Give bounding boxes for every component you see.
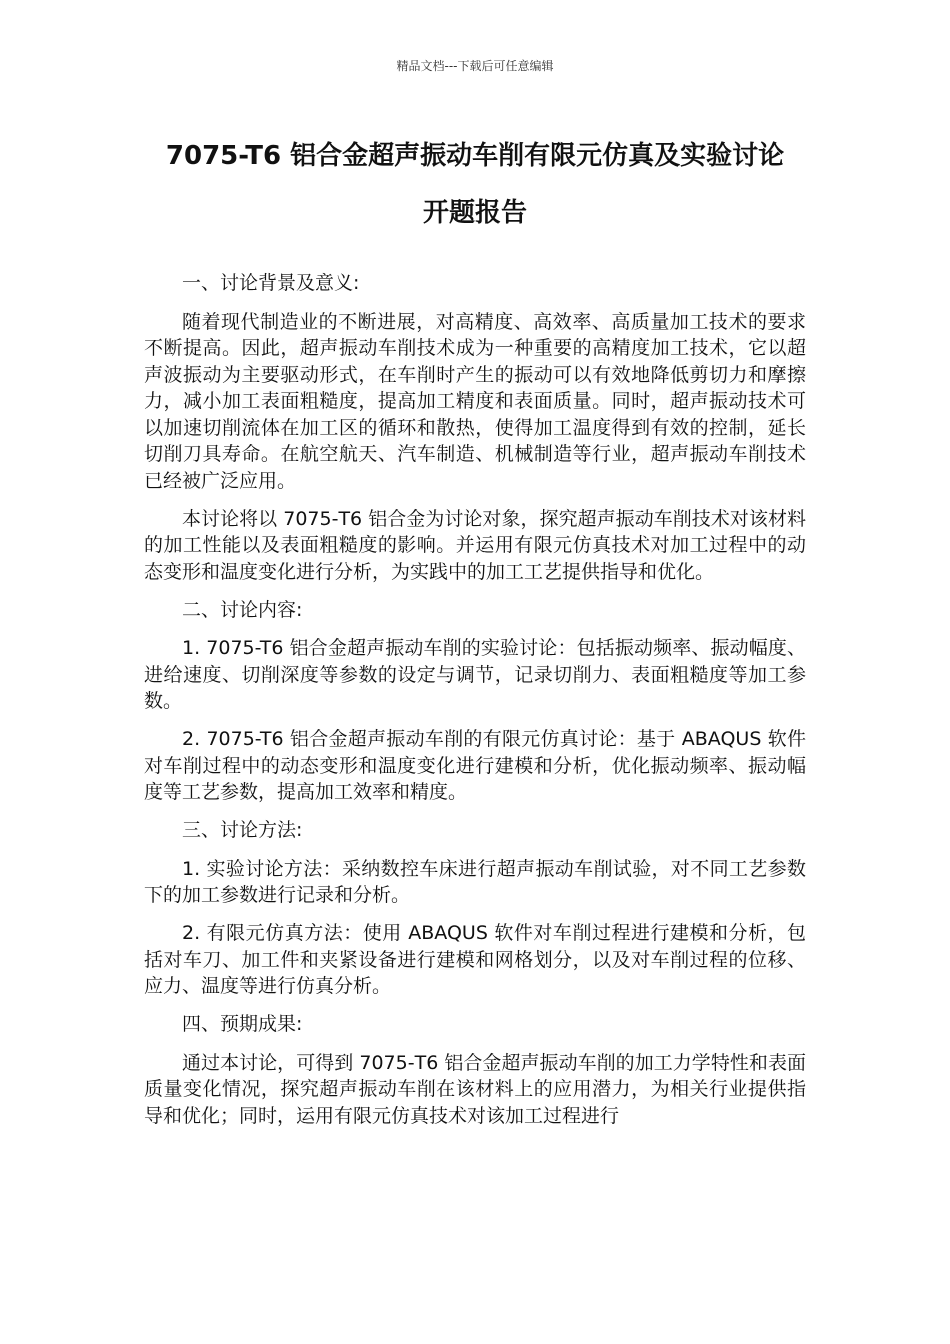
document-title-line2: 开题报告 — [422, 198, 527, 228]
list-item-method-1: 1. 实验讨论方法：采纳数控车床进行超声振动车削试验，对不同工艺参数下的加工参数进行记录和分析。 — [144, 857, 806, 906]
section-heading-background: 一、讨论背景及意义: — [182, 272, 360, 294]
paragraph-outcomes: 通过本讨论，可得到 7075-T6 铝合金超声振动车削的加工力学特性和表面质量变化情况，探究超声振动车削在该材料上的应用潜力，为相关行业提供指导和优化；同时，运用有限元仿真技术对该加工过程进行 — [144, 1051, 806, 1127]
list-item-method-2: 2. 有限元仿真方法：使用 ABAQUS 软件对车削过程进行建模和分析，包括对车刀、加工件和夹紧设备进行建模和网格划分，以及对车削过程的位移、应力、温度等进行仿真分析。 — [144, 922, 806, 997]
paragraph-background: 随着现代制造业的不断进展，对高精度、高效率、高质量加工技术的要求不断提高。因此，超声振动车削技术成为一种重要的高精度加工技术，它以超声波振动为主要驱动形式，在车削时产生的振动可以有效地降低剪切力和摩擦力，减小加工表面粗糙度，提高加工精度和表面质量。同时，超声振动技术可以加速切削流体在加工区的循环和散热，使得加工温度得到有效的控制，延长切削刀具寿命。在航空航天、汽车制造、机械制造等行业，超声振动车削技术已经被广泛应用。 — [144, 310, 806, 492]
section-heading-content: 二、讨论内容: — [182, 598, 303, 621]
document-title-line1: 7075-T6 铝合金超声振动车削有限元仿真及实验讨论 — [165, 141, 785, 171]
page-header-note: 精品文档---下载后可任意编辑 — [396, 59, 554, 73]
list-item-content-1: 1. 7075-T6 铝合金超声振动车削的实验讨论：包括振动频率、振动幅度、进给速度、切削深度等参数的设定与调节，记录切削力、表面粗糙度等加工参数。 — [144, 637, 806, 712]
document-body — [144, 270, 806, 1141]
section-heading-outcomes: 四、预期成果: — [182, 1013, 303, 1035]
paragraph-objective: 本讨论将以 7075-T6 铝合金为讨论对象，探究超声振动车削技术对该材料的加工性能以及表面粗糙度的影响。并运用有限元仿真技术对加工过程中的动态变形和温度变化进行分析，为实践中的加工工艺提供指导和优化。 — [144, 507, 806, 583]
list-item-content-2: 2. 7075-T6 铝合金超声振动车削的有限元仿真讨论：基于 ABAQUS 软件对车削过程中的动态变形和温度变化进行建模和分析，优化振动频率、振动幅度等工艺参数，提高加工效率和精度。 — [144, 728, 806, 803]
section-heading-method: 三、讨论方法: — [182, 819, 303, 841]
